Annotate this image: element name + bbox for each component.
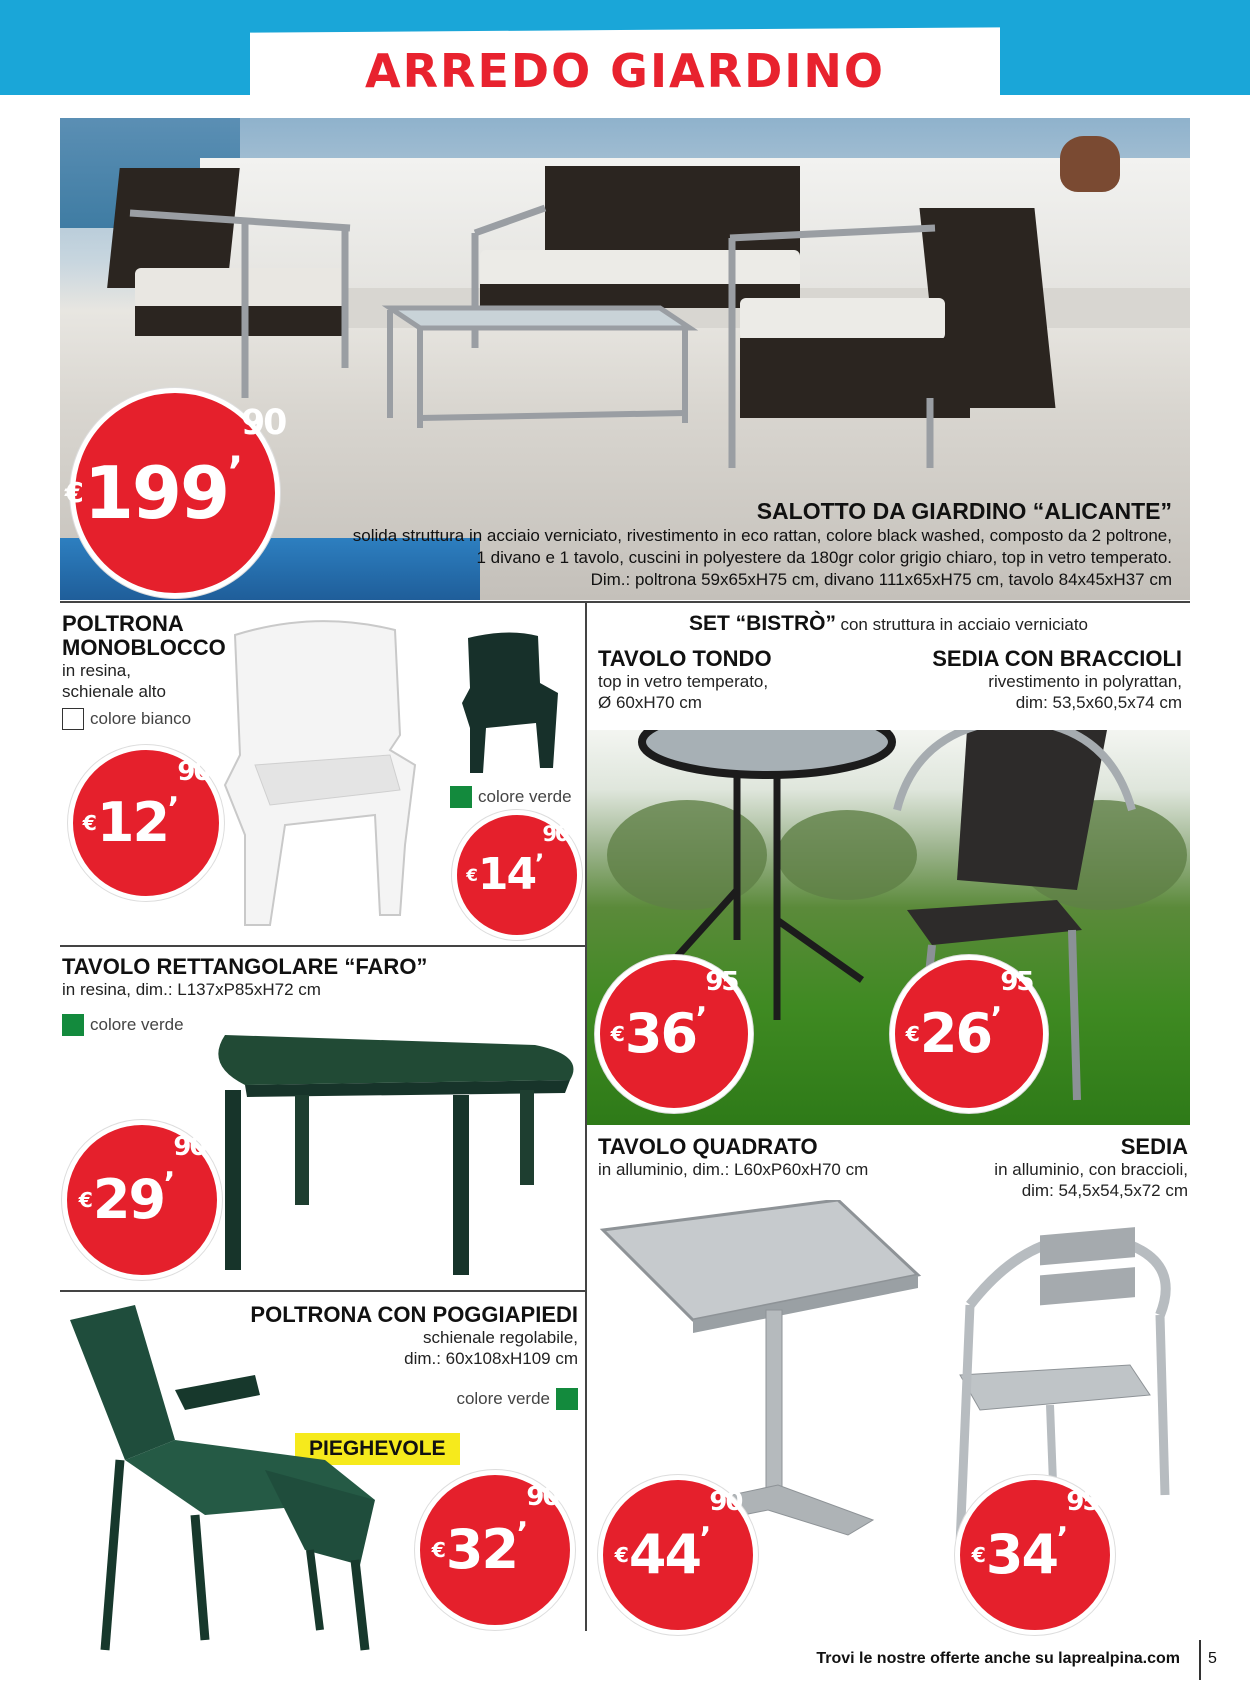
price-decimal: 90 (709, 1487, 742, 1518)
price-badge-tavolo-faro (62, 1120, 222, 1280)
tavolo-faro-title: TAVOLO RETTANGOLARE “FARO” (62, 954, 428, 979)
salotto-desc-line-2: 1 divano e 1 tavolo, cuscini in polyestere da 180gr color grigio chiaro, top in vetro temperato. (476, 548, 1172, 567)
price-currency: € (82, 811, 95, 835)
price-comma: , (991, 985, 1001, 1021)
salotto-desc-line-3: Dim.: poltrona 59x65xH75 cm, divano 111x65xH75 cm, tavolo 84x45xH37 cm (590, 570, 1172, 589)
price-integer: 32 (445, 1518, 518, 1581)
poltrona-monoblocco-desc-2: schienale alto (62, 682, 166, 701)
pieghevole-tag: PIEGHEVOLE (295, 1433, 460, 1465)
price-comma: , (1057, 1505, 1067, 1541)
sedia-alluminio-desc-1: in alluminio, con braccioli, (994, 1160, 1188, 1179)
sedia-braccioli-desc-2: dim: 53,5x60,5x74 cm (1015, 693, 1182, 712)
price-comma: , (228, 426, 242, 473)
price-integer: 36 (624, 1002, 697, 1065)
sedia-braccioli-desc-1: rivestimento in polyrattan, (988, 672, 1182, 691)
page-number: 5 (1208, 1650, 1217, 1667)
divider-left-2 (60, 1290, 585, 1292)
poltrona-monoblocco-title-2: MONOBLOCCO (62, 635, 226, 660)
color-option-green (450, 786, 572, 808)
set-bistro-header (587, 612, 1190, 636)
price-comma: , (168, 775, 178, 811)
green-reclining-lounger-illustration (65, 1300, 395, 1660)
poltrona-poggiapiedi-desc-1: schienale regolabile, (423, 1328, 578, 1347)
price-decimal: 95 (705, 967, 738, 998)
color-label-green: colore verde (456, 1389, 550, 1408)
footer-website-text: Trovi le nostre offerte anche su laprealpina.com (816, 1650, 1180, 1667)
green-monobloc-chair-illustration (458, 628, 563, 778)
price-comma: , (700, 1505, 710, 1541)
price-badge-tavolo-tondo (595, 955, 753, 1113)
sedia-alluminio-title: SEDIA (1120, 1134, 1188, 1159)
divider-hero (60, 601, 1190, 603)
color-label-green: colore verde (478, 787, 572, 806)
tavolo-faro-desc: in resina, dim.: L137xP85xH72 cm (62, 980, 321, 999)
tavolo-quadrato-desc: in alluminio, dim.: L60xP60xH70 cm (598, 1160, 869, 1179)
color-option-white (62, 708, 226, 730)
tavolo-tondo-title: TAVOLO TONDO (598, 646, 772, 671)
page-title: ARREDO GIARDINO (365, 44, 885, 98)
price-integer: 34 (985, 1523, 1058, 1586)
price-badge-poltrona-poggiapiedi (415, 1470, 575, 1630)
color-label-white: colore bianco (90, 709, 192, 728)
price-currency: € (466, 865, 476, 885)
poltrona-poggiapiedi-desc-2: dim.: 60x108xH109 cm (404, 1349, 578, 1368)
set-bistro-subtitle: con struttura in acciaio verniciato (840, 615, 1089, 634)
price-comma: , (535, 835, 543, 864)
price-currency: € (971, 1543, 984, 1567)
sedia-braccioli-info (932, 647, 1182, 713)
tavolo-faro-info (62, 955, 427, 1036)
green-swatch-icon (62, 1014, 84, 1036)
white-swatch-icon (62, 708, 84, 730)
price-decimal: 90 (173, 1132, 206, 1163)
salotto-alicante-title: SALOTTO DA GIARDINO “ALICANTE” (756, 498, 1172, 524)
green-rectangular-table-illustration (195, 1025, 580, 1280)
price-integer: 14 (477, 849, 536, 900)
green-swatch-icon (450, 786, 472, 808)
price-currency: € (78, 1188, 91, 1212)
price-integer: 199 (83, 451, 229, 535)
sedia-alluminio-info (994, 1135, 1188, 1201)
footer-separator (1199, 1640, 1201, 1680)
price-badge-tavolo-quadrato (598, 1475, 758, 1635)
set-bistro-title: SET “BISTRÒ” (688, 612, 836, 635)
tavolo-quadrato-info (598, 1135, 868, 1180)
poltrona-monoblocco-desc-1: in resina, (62, 661, 131, 680)
price-integer: 26 (919, 1002, 992, 1065)
price-currency: € (610, 1022, 623, 1046)
sedia-alluminio-desc-2: dim: 54,5x54,5x72 cm (1021, 1181, 1188, 1200)
color-option-green (456, 1388, 578, 1410)
tavolo-quadrato-title: TAVOLO QUADRATO (598, 1134, 818, 1159)
price-badge-poltrona-bianca (68, 745, 224, 901)
price-integer: 44 (628, 1523, 701, 1586)
tavolo-tondo-desc-1: top in vetro temperato, (598, 672, 769, 691)
price-comma: , (696, 985, 706, 1021)
price-integer: 29 (92, 1168, 165, 1231)
poltrona-poggiapiedi-title: POLTRONA CON POGGIAPIEDI (250, 1302, 578, 1327)
price-badge-salotto (64, 388, 286, 598)
divider-left-1 (60, 945, 585, 947)
price-decimal: 90 (526, 1482, 559, 1513)
price-badge-sedia-braccioli (890, 955, 1048, 1113)
price-badge-poltrona-verde (452, 810, 582, 940)
white-monobloc-chair-illustration (215, 615, 430, 935)
price-currency: € (614, 1543, 627, 1567)
sedia-braccioli-title: SEDIA CON BRACCIOLI (932, 646, 1182, 671)
salotto-desc-line-1: solida struttura in acciaio verniciato, rivestimento in eco rattan, colore black washed, composto da 2 poltrone, (352, 526, 1172, 545)
price-decimal: 90 (241, 402, 286, 443)
price-currency: € (431, 1538, 444, 1562)
poltrona-monoblocco-info (62, 612, 226, 730)
price-currency: € (64, 477, 82, 509)
tavolo-tondo-desc-2: Ø 60xH70 cm (598, 693, 702, 712)
price-currency: € (905, 1022, 918, 1046)
color-label-green: colore verde (90, 1015, 184, 1034)
price-decimal: 95 (1000, 967, 1033, 998)
price-decimal: 95 (1066, 1487, 1099, 1518)
tavolo-tondo-info (598, 647, 772, 713)
price-decimal: 90 (542, 820, 568, 846)
price-comma: , (164, 1150, 174, 1186)
green-swatch-icon (556, 1388, 578, 1410)
poltrona-monoblocco-title-1: POLTRONA (62, 611, 184, 636)
price-comma: , (517, 1500, 527, 1536)
salotto-alicante-description (292, 498, 1172, 591)
price-decimal: 90 (177, 757, 210, 788)
price-badge-sedia-alluminio (955, 1475, 1115, 1635)
price-integer: 12 (96, 791, 169, 854)
